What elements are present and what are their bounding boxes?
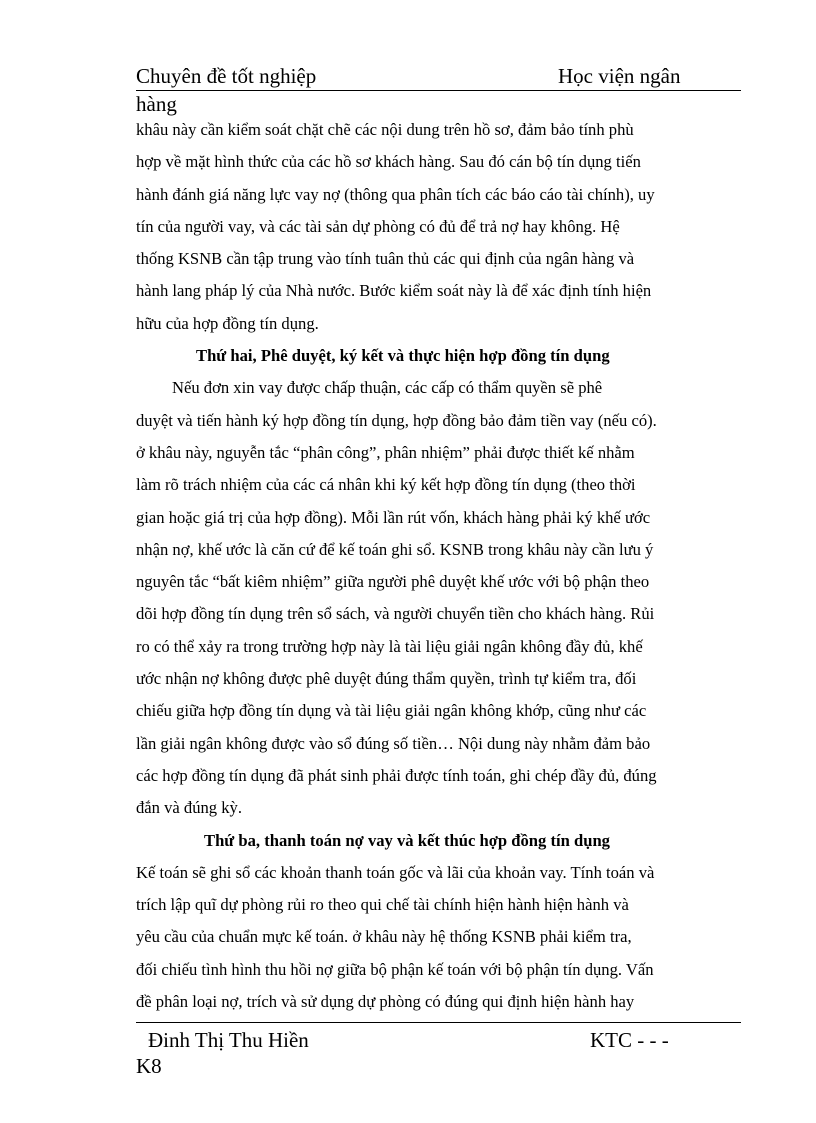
body-line: dõi hợp đồng tín dụng trên sổ sách, và người chuyển tiền cho khách hàng. Rủi: [136, 604, 655, 624]
body-line: hành lang pháp lý của Nhà nước. Bước kiểm soát này là để xác định tính hiện: [136, 281, 652, 301]
body-line: trích lập quĩ dự phòng rủi ro theo qui chế tài chính hiện hành hiện hành và: [136, 895, 629, 915]
body-line: yêu cầu của chuẩn mực kế toán. ở khâu này hệ thống KSNB phải kiểm tra,: [136, 927, 632, 947]
footer-author: Đinh Thị Thu Hiền: [148, 1028, 309, 1052]
footer-rule: [136, 1022, 741, 1023]
body-line: Nếu đơn xin vay được chấp thuận, các cấp có thẩm quyền sẽ phê: [172, 378, 603, 398]
body-line: nguyên tắc “bất kiêm nhiệm” giữa người phê duyệt khế ước với bộ phận theo: [136, 572, 650, 592]
body-line: ước nhận nợ không được phê duyệt đúng thẩm quyền, trình tự kiểm tra, đối: [136, 669, 637, 689]
body-line: ro có thể xảy ra trong trường hợp này là tài liệu giải ngân không đầy đủ, khế: [136, 636, 643, 656]
body-line: hữu của hợp đồng tín dụng.: [136, 313, 319, 333]
body-line: các hợp đồng tín dụng đã phát sinh phải được tính toán, ghi chép đầy đủ, đúng: [136, 765, 657, 785]
body-line: lần giải ngân không được vào sổ đúng số tiền… Nội dung này nhằm đảm bảo: [136, 733, 651, 753]
body-line: duyệt và tiến hành ký hợp đồng tín dụng, hợp đồng bảo đảm tiền vay (nếu có).: [136, 410, 657, 430]
body-text: [136, 114, 748, 1018]
footer-class: KTC - - -: [590, 1028, 669, 1052]
section-heading: Thứ ba, thanh toán nợ vay và kết thúc hợp đồng tín dụng: [204, 830, 610, 850]
body-line: thống KSNB cần tập trung vào tính tuân thủ các qui định của ngân hàng và: [136, 249, 635, 269]
header-document-type: Chuyên đề tốt nghiệp: [136, 64, 317, 88]
body-line: đắn và đúng kỳ.: [136, 798, 242, 818]
body-line: tín của người vay, và các tài sản dự phòng có đủ để trả nợ hay không. Hệ: [136, 216, 620, 236]
body-line: ở khâu này, nguyễn tắc “phân công”, phân nhiệm” phải được thiết kế nhằm: [136, 442, 635, 462]
body-line: nhận nợ, khế ước là căn cứ để kế toán ghi sổ. KSNB trong khâu này cần lưu ý: [136, 539, 654, 559]
body-line: đề phân loại nợ, trích và sử dụng dự phòng có đúng qui định hiện hành hay: [136, 992, 635, 1012]
body-line: đối chiếu tình hình thu hồi nợ giữa bộ phận kế toán với bộ phận tín dụng. Vấn: [136, 959, 654, 979]
body-line: hành đánh giá năng lực vay nợ (thông qua phân tích các báo cáo tài chính), uy: [136, 184, 655, 204]
body-line: gian hoặc giá trị của hợp đồng). Mỗi lần rút vốn, khách hàng phải ký khế ước: [136, 507, 651, 527]
header-rule: [136, 90, 741, 91]
body-line: chiếu giữa hợp đồng tín dụng và tài liệu giải ngân không khớp, cũng như các: [136, 701, 647, 721]
section-heading: Thứ hai, Phê duyệt, ký kết và thực hiện hợp đồng tín dụng: [196, 346, 610, 366]
body-line: hợp về mặt hình thức của các hồ sơ khách hàng. Sau đó cán bộ tín dụng tiến: [136, 152, 641, 172]
footer-class-wrap: K8: [136, 1054, 162, 1078]
body-line: làm rõ trách nhiệm của các cá nhân khi ký kết hợp đồng tín dụng (theo thời: [136, 475, 636, 495]
body-line: Kế toán sẽ ghi sổ các khoản thanh toán gốc và lãi của khoản vay. Tính toán và: [136, 862, 655, 882]
header-institution-wrap: hàng: [136, 92, 177, 116]
header-institution: Học viện ngân: [558, 64, 681, 88]
body-line: khâu này cần kiểm soát chặt chẽ các nội dung trên hồ sơ, đảm bảo tính phù: [136, 120, 634, 139]
